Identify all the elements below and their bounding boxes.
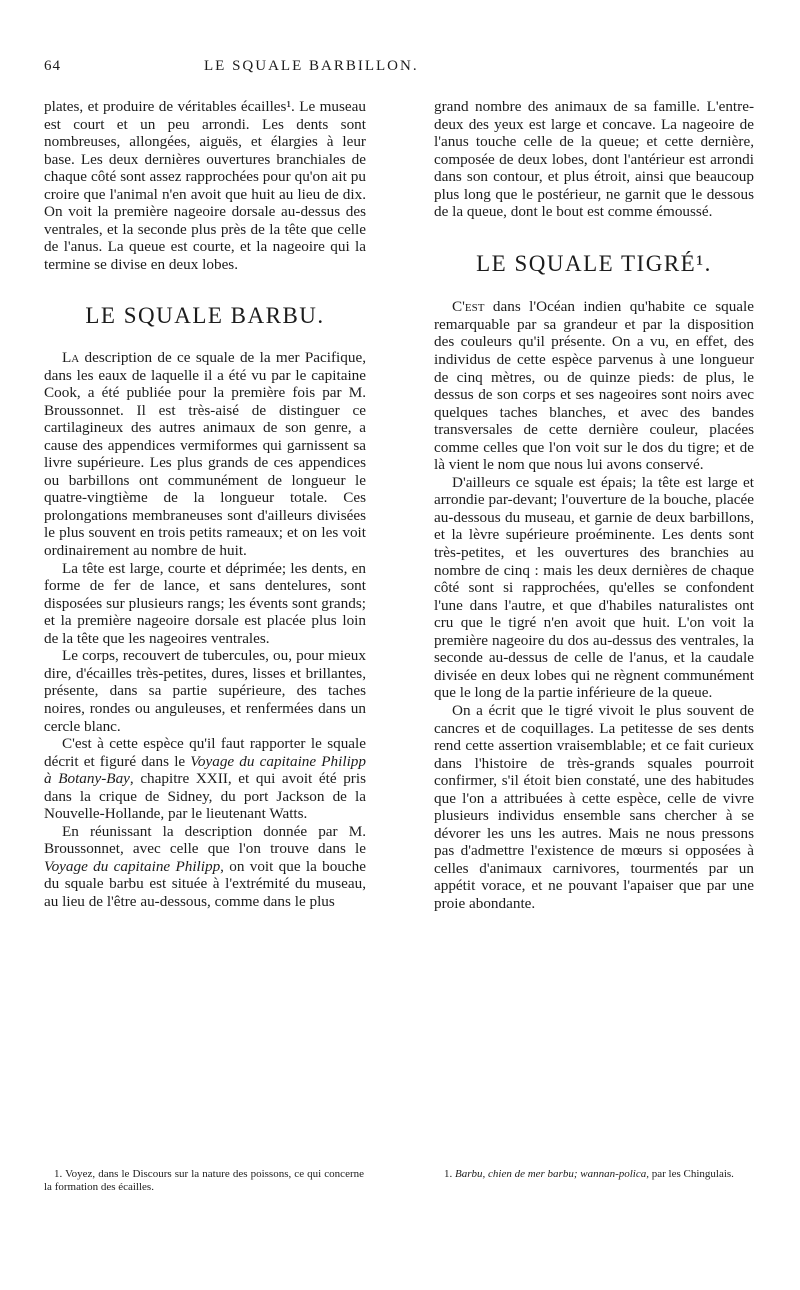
footnote-left — [44, 1168, 364, 1193]
paragraph-text: , chapitre XXII, et qui avoit été pris dans la crique de Sidney, du port Jackson de la Nouvelle-Hollande, par le lieutenant Watts. — [44, 770, 366, 823]
paragraph: La tête est large, courte et déprimée; les dents, en forme de fer de lance, et sans dentelures, sont disposées sur plusieurs rangs; les évents sont grands; et la première nageoire dorsale est placée plus loin de la tête que les nageoires ventrales. — [44, 559, 366, 647]
paragraph-text: dans l'Océan indien qu'habite ce squale remarquable par sa grandeur et par la disposition des couleurs qu'il présente. On a vu, en effet, des individus de cette espèce parvenus à une longueur de cinq mètres, ou de quinze pieds: de plus, le dessus de son corps et ses nageoires sont noirs avec quelques taches blanches, et avec des bandes transversales de cette dernière couleur, placées comme celles que l'on voit sur le dos du tigre; et de là vient le nom que nous lui avons conservé. — [434, 298, 754, 474]
lead-word: La — [62, 349, 80, 367]
footnote-italic: Barbu, chien de mer barbu; wannan-polica, — [455, 1168, 649, 1180]
paragraph — [434, 298, 754, 473]
paragraph-continued: grand nombre des animaux de sa famille. L'entre-deux des yeux est large et concave. La nageoire de l'anus touche celle de la queue; et cette dernière, composée de deux lobes, dont l'antérieur est arrondi dans son contour, et plus étroit, ainsi que beaucoup plus long que le postérieur, ne garnit que le dessous de la queue, dont le bout est comme émoussé. — [434, 98, 754, 221]
page-number: 64 — [44, 58, 61, 74]
paragraph — [44, 823, 366, 911]
book-title: Voyage du capitaine Philipp à Botany-Bay — [44, 752, 366, 788]
paragraph: D'ailleurs ce squale est épais; la tête est large et arrondie par-devant; l'ouverture de la bouche, placée au-dessous du museau, et garnie de deux barbillons, et la lèvre supérieure proéminente. Les dents sont très-petites, et les ouvertures des branchies au nombre de cinq : mais les deux dernières de chaque côté sont si rapprochées, qu'elles se confondent l'une dans l'autre, et que d'habiles naturalistes ont cru que le tigré n'en avoit que huit. L'on voit la première nageoire du dos au-dessus des ventrales, la seconde au-dessus de celle de l'anus, et la caudale divisée en deux lobes qui ne règnent communément que le long de la partie inférieure de la queue. — [434, 473, 754, 702]
paragraph-text: description de ce squale de la mer Pacifique, dans les eaux de laquelle il a été vu par le capitaine Cook, a été publiée pour la première fois par M. Broussonnet. Il est très-aisé de distinguer ce cartilagineux des autres animaux de son genre, a cause des appendices vermiformes qui garnissent sa livre supérieure. Les plus grands de ces appendices ou barbillons ont communément de longueur le quatre-vingtième de la longueur totale. Ces prolongations membraneuses sont d'ailleurs divisées le plus souvent en trois petits rameaux; et on les voit ordinairement au nombre de huit. — [44, 349, 366, 560]
section-title-squale-barbu: LE SQUALE BARBU. — [85, 303, 325, 329]
page-header — [44, 58, 754, 82]
paragraph-text: , on voit que la bouche du squale barbu est située à l'extrémité du museau, au lieu de l'être au-dessous, comme dans le plus — [44, 857, 367, 910]
paragraph — [44, 349, 366, 560]
right-column — [434, 98, 754, 913]
paragraph: Le corps, recouvert de tubercules, ou, pour mieux dire, d'écailles très-petites, dures, lisses et brillantes, présente, dans sa partie supérieure, des taches noires, rondes ou anguleuses, et renfermées dans un cercle blanc. — [44, 647, 366, 735]
paragraph-continued: plates, et produire de véritables écailles¹. Le museau est court et un peu arrondi. Les dents sont nombreuses, allongées, aiguës, et élargies à leur base. Les deux dernières ouvertures branchiales de chaque côté sont assez rapprochées pour qu'on ait pu croire que l'animal n'en avoit que huit au lieu de dix. On voit la première nageoire dorsale au-dessus des ventrales, et la seconde plus près de la tête que celle de l'anus. La queue est courte, et la nageoire qui la termine se divise en deux lobes. — [44, 98, 366, 273]
footnote-tail: par les Chingulais. — [649, 1168, 734, 1180]
footnote-text — [434, 1168, 754, 1181]
footnote-right — [434, 1168, 754, 1181]
lead-word: C'est — [452, 298, 485, 316]
running-title: LE SQUALE BARBILLON. — [204, 58, 419, 74]
footnote-number: 1. — [444, 1168, 455, 1180]
footnote-text: 1. Voyez, dans le Discours sur la nature des poissons, ce qui concerne la formation des écailles. — [44, 1168, 364, 1193]
paragraph-text: C'est à cette espèce qu'il faut rapporter le squale décrit et figuré dans le — [44, 735, 366, 770]
paragraph-text: En réunissant la description donnée par M. Broussonnet, avec celle que l'on trouve dans le — [44, 822, 366, 858]
paragraph: On a écrit que le tigré vivoit le plus souvent de cancres et de coquillages. La petitesse de ses dents rend cette assertion vraisemblable; et ce fait curieux dans l'histoire de très-grands squales pourroit confirmer, s'il étoit bien constaté, une des habitudes que l'on a attribuées à cette espèce, celle de vivre plusieurs individus ensemble sans chercher à se dévorer les uns les autres. Mais ne nous pressons pas d'admettre l'existence de mœurs si opposées à celles d'animaux carnivores, tourmentés par un appétit vorace, et ne pouvant l'apaiser que par une proie abondante. — [434, 701, 754, 912]
section-title-squale-tigre: LE SQUALE TIGRÉ¹. — [476, 250, 712, 276]
left-column — [44, 98, 366, 911]
paragraph — [44, 735, 366, 823]
book-title: Voyage du capitaine Philipp — [44, 857, 221, 875]
